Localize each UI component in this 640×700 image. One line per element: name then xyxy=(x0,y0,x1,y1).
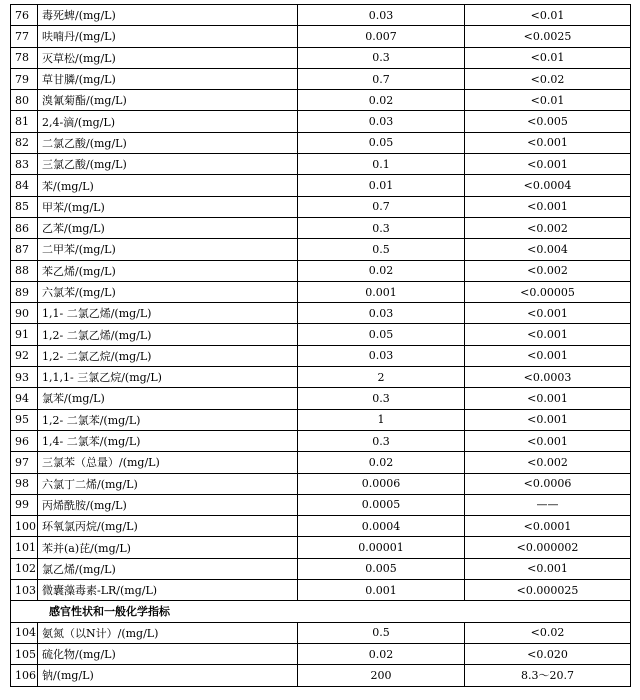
indicator-name: 氨氮（以N计）/(mg/L) xyxy=(38,622,298,643)
table-row xyxy=(11,580,631,601)
measured-value: <0.001 xyxy=(465,409,631,430)
measured-value: <0.001 xyxy=(465,558,631,579)
limit-value: 0.3 xyxy=(298,430,465,451)
row-number: 100 xyxy=(11,516,38,537)
table-row xyxy=(11,367,631,388)
indicator-name: 二氯乙酸/(mg/L) xyxy=(38,132,298,153)
table-row xyxy=(11,260,631,281)
limit-value: 0.02 xyxy=(298,260,465,281)
standards-table-page xyxy=(10,4,631,687)
row-number: 102 xyxy=(11,558,38,579)
table-row xyxy=(11,473,631,494)
limit-value: 0.02 xyxy=(298,90,465,111)
limit-value: 0.00001 xyxy=(298,537,465,558)
row-number: 85 xyxy=(11,196,38,217)
limit-value: 200 xyxy=(298,665,465,686)
table-row xyxy=(11,494,631,515)
measured-value: <0.02 xyxy=(465,68,631,89)
row-number: 81 xyxy=(11,111,38,132)
measured-value: <0.001 xyxy=(465,430,631,451)
table-row xyxy=(11,622,631,643)
measured-value: <0.001 xyxy=(465,303,631,324)
water-quality-table xyxy=(10,4,631,687)
indicator-name: 氯乙烯/(mg/L) xyxy=(38,558,298,579)
row-number: 104 xyxy=(11,622,38,643)
limit-value: 0.3 xyxy=(298,388,465,409)
table-row xyxy=(11,90,631,111)
limit-value: 0.0004 xyxy=(298,516,465,537)
measured-value: <0.0003 xyxy=(465,367,631,388)
table-row xyxy=(11,665,631,686)
measured-value: <0.0001 xyxy=(465,516,631,537)
row-number: 101 xyxy=(11,537,38,558)
row-number: 84 xyxy=(11,175,38,196)
table-row xyxy=(11,409,631,430)
indicator-name: 1,1,1- 三氯乙烷/(mg/L) xyxy=(38,367,298,388)
table-row xyxy=(11,324,631,345)
table-row xyxy=(11,175,631,196)
section-header-row xyxy=(11,601,631,622)
limit-value: 0.03 xyxy=(298,303,465,324)
limit-value: 0.05 xyxy=(298,132,465,153)
measured-value: <0.001 xyxy=(465,196,631,217)
indicator-name: 二甲苯/(mg/L) xyxy=(38,239,298,260)
row-number: 96 xyxy=(11,430,38,451)
table-row xyxy=(11,154,631,175)
limit-value: 0.7 xyxy=(298,196,465,217)
measured-value: <0.01 xyxy=(465,47,631,68)
measured-value: <0.001 xyxy=(465,388,631,409)
limit-value: 0.03 xyxy=(298,111,465,132)
row-number: 90 xyxy=(11,303,38,324)
table-row xyxy=(11,643,631,664)
indicator-name: 1,2- 二氯乙烯/(mg/L) xyxy=(38,324,298,345)
limit-value: 0.02 xyxy=(298,452,465,473)
table-row xyxy=(11,452,631,473)
section-header-group xyxy=(11,601,631,622)
indicator-name: 苯乙烯/(mg/L) xyxy=(38,260,298,281)
measured-value: <0.0025 xyxy=(465,26,631,47)
indicator-name: 苯/(mg/L) xyxy=(38,175,298,196)
indicator-name: 钠/(mg/L) xyxy=(38,665,298,686)
measured-value: <0.001 xyxy=(465,154,631,175)
table-row xyxy=(11,345,631,366)
measured-value: <0.001 xyxy=(465,132,631,153)
table-row xyxy=(11,68,631,89)
indicator-name: 三氯乙酸/(mg/L) xyxy=(38,154,298,175)
table-row xyxy=(11,303,631,324)
measured-value: <0.001 xyxy=(465,324,631,345)
table-row xyxy=(11,281,631,302)
limit-value: 0.03 xyxy=(298,345,465,366)
row-number: 92 xyxy=(11,345,38,366)
limit-value: 0.3 xyxy=(298,47,465,68)
indicator-name: 2,4-滴/(mg/L) xyxy=(38,111,298,132)
limit-value: 0.005 xyxy=(298,558,465,579)
limit-value: 0.02 xyxy=(298,643,465,664)
row-number: 86 xyxy=(11,217,38,238)
limit-value: 0.001 xyxy=(298,580,465,601)
section-title: 感官性状和一般化学指标 xyxy=(11,601,631,622)
table-row xyxy=(11,196,631,217)
measured-value: <0.01 xyxy=(465,5,631,26)
table-row xyxy=(11,239,631,260)
indicator-name: 六氯丁二烯/(mg/L) xyxy=(38,473,298,494)
row-number: 91 xyxy=(11,324,38,345)
indicator-name: 乙苯/(mg/L) xyxy=(38,217,298,238)
limit-value: 0.0005 xyxy=(298,494,465,515)
row-number: 93 xyxy=(11,367,38,388)
limit-value: 2 xyxy=(298,367,465,388)
table-row xyxy=(11,388,631,409)
indicator-name: 六氯苯/(mg/L) xyxy=(38,281,298,302)
table-row xyxy=(11,558,631,579)
table-row xyxy=(11,111,631,132)
row-number: 89 xyxy=(11,281,38,302)
table-row xyxy=(11,5,631,26)
row-number: 80 xyxy=(11,90,38,111)
row-number: 78 xyxy=(11,47,38,68)
table-row xyxy=(11,430,631,451)
measured-value: 8.3～20.7 xyxy=(465,665,631,686)
indicator-name: 环氧氯丙烷/(mg/L) xyxy=(38,516,298,537)
measured-value: <0.002 xyxy=(465,217,631,238)
table-row xyxy=(11,132,631,153)
limit-value: 0.007 xyxy=(298,26,465,47)
row-number: 106 xyxy=(11,665,38,686)
indicator-name: 灭草松/(mg/L) xyxy=(38,47,298,68)
limit-value: 1 xyxy=(298,409,465,430)
limit-value: 0.001 xyxy=(298,281,465,302)
indicator-name: 1,1- 二氯乙烯/(mg/L) xyxy=(38,303,298,324)
indicator-name: 三氯苯（总量）/(mg/L) xyxy=(38,452,298,473)
limit-value: 0.03 xyxy=(298,5,465,26)
row-number: 83 xyxy=(11,154,38,175)
table-row xyxy=(11,26,631,47)
row-number: 103 xyxy=(11,580,38,601)
indicator-name: 苯并(a)芘/(mg/L) xyxy=(38,537,298,558)
row-number: 105 xyxy=(11,643,38,664)
row-number: 82 xyxy=(11,132,38,153)
measured-value: <0.004 xyxy=(465,239,631,260)
row-number: 87 xyxy=(11,239,38,260)
row-number: 95 xyxy=(11,409,38,430)
limit-value: 0.5 xyxy=(298,239,465,260)
table-row xyxy=(11,217,631,238)
indicator-name: 溴氰菊酯/(mg/L) xyxy=(38,90,298,111)
measured-value: <0.0004 xyxy=(465,175,631,196)
measured-value: —— xyxy=(465,494,631,515)
table-body-top xyxy=(11,5,631,601)
measured-value: <0.000002 xyxy=(465,537,631,558)
table-row xyxy=(11,47,631,68)
measured-value: <0.020 xyxy=(465,643,631,664)
measured-value: <0.002 xyxy=(465,452,631,473)
measured-value: <0.01 xyxy=(465,90,631,111)
limit-value: 0.01 xyxy=(298,175,465,196)
table-body-bottom xyxy=(11,622,631,686)
row-number: 76 xyxy=(11,5,38,26)
measured-value: <0.002 xyxy=(465,260,631,281)
limit-value: 0.5 xyxy=(298,622,465,643)
row-number: 99 xyxy=(11,494,38,515)
limit-value: 0.1 xyxy=(298,154,465,175)
indicator-name: 丙烯酰胺/(mg/L) xyxy=(38,494,298,515)
limit-value: 0.0006 xyxy=(298,473,465,494)
measured-value: <0.000025 xyxy=(465,580,631,601)
indicator-name: 1,2- 二氯苯/(mg/L) xyxy=(38,409,298,430)
measured-value: <0.001 xyxy=(465,345,631,366)
indicator-name: 呋喃丹/(mg/L) xyxy=(38,26,298,47)
row-number: 98 xyxy=(11,473,38,494)
measured-value: <0.005 xyxy=(465,111,631,132)
row-number: 94 xyxy=(11,388,38,409)
limit-value: 0.05 xyxy=(298,324,465,345)
indicator-name: 草甘膦/(mg/L) xyxy=(38,68,298,89)
measured-value: <0.02 xyxy=(465,622,631,643)
table-row xyxy=(11,516,631,537)
row-number: 88 xyxy=(11,260,38,281)
indicator-name: 毒死蜱/(mg/L) xyxy=(38,5,298,26)
row-number: 77 xyxy=(11,26,38,47)
measured-value: <0.0006 xyxy=(465,473,631,494)
indicator-name: 氯苯/(mg/L) xyxy=(38,388,298,409)
row-number: 79 xyxy=(11,68,38,89)
limit-value: 0.3 xyxy=(298,217,465,238)
limit-value: 0.7 xyxy=(298,68,465,89)
indicator-name: 硫化物/(mg/L) xyxy=(38,643,298,664)
indicator-name: 甲苯/(mg/L) xyxy=(38,196,298,217)
indicator-name: 1,2- 二氯乙烷/(mg/L) xyxy=(38,345,298,366)
indicator-name: 微囊藻毒素-LR/(mg/L) xyxy=(38,580,298,601)
indicator-name: 1,4- 二氯苯/(mg/L) xyxy=(38,430,298,451)
measured-value: <0.00005 xyxy=(465,281,631,302)
row-number: 97 xyxy=(11,452,38,473)
table-row xyxy=(11,537,631,558)
